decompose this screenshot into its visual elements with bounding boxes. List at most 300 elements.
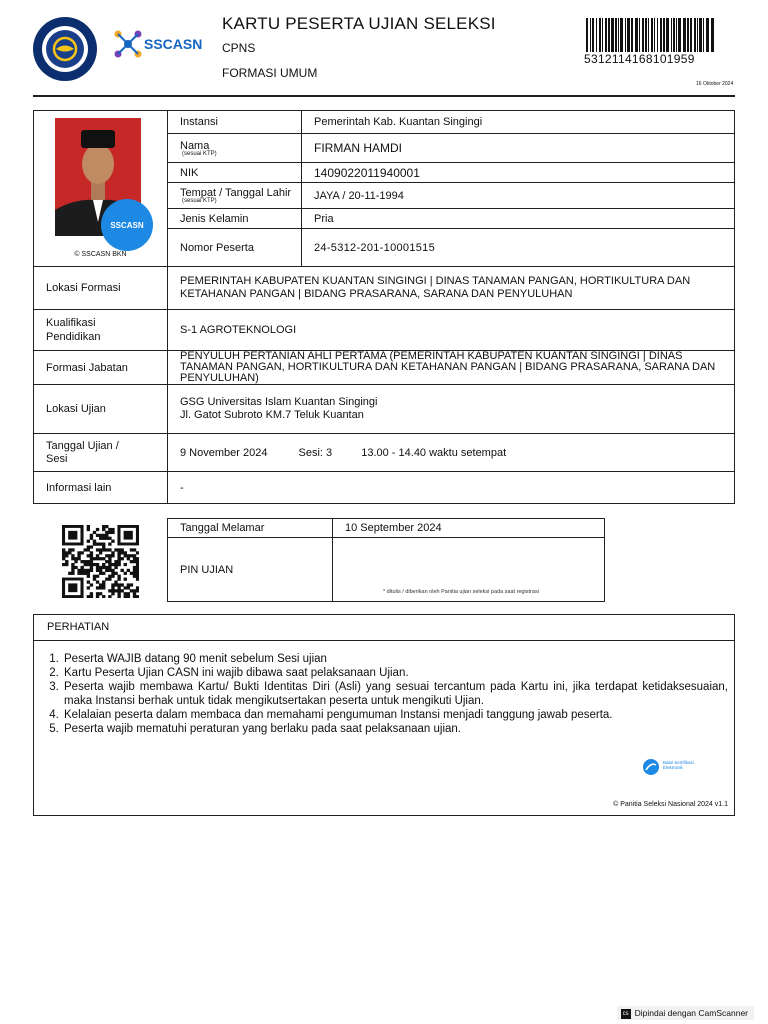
qr-module xyxy=(117,589,120,592)
value-instansi: Pemerintah Kab. Kuantan Singingi xyxy=(302,111,735,134)
qr-module xyxy=(96,566,99,569)
qr-module xyxy=(96,528,99,531)
perhatian-item: 5. Peserta wajib mematuhi peraturan yang berlaku pada saat pelaksanaan ujian. xyxy=(62,722,734,736)
qr-module xyxy=(68,531,77,540)
qr-module xyxy=(68,551,71,554)
qr-module xyxy=(121,551,124,554)
qr-module xyxy=(117,554,120,557)
barcode-bar xyxy=(699,18,702,52)
qr-module xyxy=(65,554,68,557)
label-formasi-jabatan: Formasi Jabatan xyxy=(34,351,168,385)
qr-module xyxy=(87,580,90,583)
barcode-bar xyxy=(648,18,649,52)
qr-module xyxy=(96,534,99,537)
qr-module xyxy=(133,575,136,578)
qr-module xyxy=(90,592,93,595)
qr-module xyxy=(90,534,93,537)
qr-module xyxy=(99,543,102,546)
qr-module xyxy=(102,528,105,531)
qr-module xyxy=(96,543,99,546)
pin-note: * ditulis / diberikan oleh Panitia ujian seleksi pada saat registrasi xyxy=(383,589,539,595)
card-subtitle-cpns: CPNS xyxy=(222,41,256,55)
qr-module xyxy=(68,583,77,592)
label-nomor-peserta: Nomor Peserta xyxy=(168,229,302,267)
label-nik: NIK xyxy=(168,163,302,183)
qr-module xyxy=(130,560,133,563)
sscasn-watermark-badge xyxy=(101,199,153,251)
barcode-bar xyxy=(605,18,607,52)
qr-module xyxy=(65,563,68,566)
qr-module xyxy=(114,583,117,586)
label-tanggal-ujian: Tanggal Ujian / Sesi xyxy=(34,434,168,472)
qr-module xyxy=(96,554,99,557)
qr-module xyxy=(105,578,108,581)
qr-module xyxy=(96,580,99,583)
barcode-bar xyxy=(645,18,647,52)
qr-module xyxy=(111,586,114,589)
qr-module xyxy=(105,531,108,534)
qr-module xyxy=(99,557,102,560)
barcode-bar xyxy=(627,18,630,52)
qr-module xyxy=(80,572,83,575)
photo-caption: © SSCASN BKN xyxy=(74,251,127,258)
qr-module xyxy=(111,554,114,557)
qr-module xyxy=(111,528,114,531)
qr-module xyxy=(87,569,90,572)
barcode-bar xyxy=(671,18,672,52)
barcode-bar xyxy=(620,18,623,52)
qr-module xyxy=(90,563,93,566)
qr-module xyxy=(133,557,136,560)
qr-module xyxy=(99,534,102,537)
barcode-bar xyxy=(663,18,665,52)
qr-module xyxy=(87,548,90,551)
qr-module xyxy=(62,548,65,551)
qr-module xyxy=(133,566,136,569)
barcode-bar xyxy=(599,18,601,52)
qr-module xyxy=(99,537,102,540)
barcode-bar xyxy=(660,18,662,52)
qr-module xyxy=(102,545,105,548)
value-nama: FIRMAN HAMDI xyxy=(302,134,735,163)
value-lokasi-ujian: GSG Universitas Islam Kuantan Singingi Jl. Gatot Subroto KM.7 Teluk Kuantan xyxy=(168,385,735,434)
qr-module xyxy=(68,572,71,575)
perhatian-title: PERHATIAN xyxy=(34,615,734,641)
qr-module xyxy=(93,540,96,543)
qr-module xyxy=(102,537,105,540)
barcode-bar xyxy=(608,18,610,52)
camscanner-footer xyxy=(617,1006,754,1020)
qr-module xyxy=(105,566,108,569)
value-kualifikasi: S-1 AGROTEKNOLOGI xyxy=(168,310,735,351)
qr-module xyxy=(136,557,139,560)
qr-module xyxy=(127,569,130,572)
qr-module xyxy=(93,557,96,560)
qr-module xyxy=(90,551,93,554)
barcode-bar xyxy=(596,18,597,52)
qr-module xyxy=(87,545,90,548)
qr-module xyxy=(87,554,90,557)
qr-module xyxy=(108,557,111,560)
barcode-bar xyxy=(673,18,675,52)
barcode-bar xyxy=(642,18,644,52)
qr-module xyxy=(90,569,93,572)
qr-module xyxy=(124,586,127,589)
label-lokasi-ujian: Lokasi Ujian xyxy=(34,385,168,434)
qr-module xyxy=(68,548,71,551)
qr-module xyxy=(124,592,127,595)
qr-module xyxy=(108,537,111,540)
barcode-bar xyxy=(654,18,655,52)
qr-module xyxy=(130,554,133,557)
qr-module xyxy=(65,560,68,563)
qr-module xyxy=(80,560,83,563)
qr-module xyxy=(108,528,111,531)
barcode-bar xyxy=(602,18,603,52)
qr-module xyxy=(133,569,136,572)
qr-module xyxy=(102,580,105,583)
qr-module xyxy=(105,537,108,540)
qr-module xyxy=(80,566,83,569)
qr-module xyxy=(99,572,102,575)
qr-module xyxy=(87,575,90,578)
label-jenis-kelamin: Jenis Kelamin xyxy=(168,209,302,229)
barcode-bar xyxy=(703,18,704,52)
value-lokasi-formasi: PEMERINTAH KABUPATEN KUANTAN SINGINGI | DINAS TANAMAN PANGAN, HORTIKULTURA DAN KETAHANAN PANGAN | BIDANG PRASARANA, SARANA DAN PENYULUHAN xyxy=(168,267,735,310)
qr-module xyxy=(102,525,105,528)
qr-module xyxy=(96,586,99,589)
qr-module xyxy=(127,557,130,560)
qr-module xyxy=(71,548,74,551)
qr-module xyxy=(114,566,117,569)
perhatian-item: 2. Kartu Peserta Ujian CASN ini wajib dibawa saat pelaksanaan Ujian. xyxy=(62,666,734,680)
barcode-bar xyxy=(676,18,677,52)
qr-module xyxy=(121,548,124,551)
qr-module xyxy=(136,560,139,563)
camscanner-text: Dipindai dengan CamScanner xyxy=(634,1008,748,1018)
qr-module xyxy=(108,563,111,566)
watermark-text: SSCASN xyxy=(110,220,144,230)
qr-module xyxy=(130,548,133,551)
qr-module xyxy=(71,563,74,566)
barcode-bar xyxy=(592,18,594,52)
qr-module xyxy=(87,595,90,598)
qr-module xyxy=(77,557,80,560)
qr-module xyxy=(65,551,68,554)
qr-module xyxy=(77,572,80,575)
qr-module xyxy=(124,578,127,581)
qr-module xyxy=(102,595,105,598)
qr-module xyxy=(96,569,99,572)
qr-module xyxy=(108,560,111,563)
value-tanggal-melamar: 10 September 2024 xyxy=(333,519,605,538)
label-tanggal-melamar: Tanggal Melamar xyxy=(168,519,333,538)
barcode-bar xyxy=(590,18,591,52)
bsre-logo xyxy=(642,758,702,778)
qr-module xyxy=(99,551,102,554)
qr-module xyxy=(136,569,139,572)
qr-module xyxy=(117,575,120,578)
qr-module xyxy=(136,595,139,598)
qr-module xyxy=(111,551,114,554)
qr-module xyxy=(114,560,117,563)
qr-module xyxy=(96,592,99,595)
value-informasi-lain: - xyxy=(168,472,735,504)
pin-table xyxy=(167,518,605,602)
qr-module xyxy=(84,548,87,551)
qr-module xyxy=(96,595,99,598)
qr-module xyxy=(102,586,105,589)
qr-module xyxy=(84,563,87,566)
qr-module xyxy=(114,572,117,575)
qr-module xyxy=(127,592,130,595)
qr-module xyxy=(80,569,83,572)
qr-module xyxy=(130,589,133,592)
qr-module xyxy=(102,548,105,551)
value-nik: 1409022011940001 xyxy=(302,163,735,183)
qr-module xyxy=(117,557,120,560)
qr-module xyxy=(84,569,87,572)
qr-module xyxy=(108,589,111,592)
qr-module xyxy=(124,572,127,575)
qr-module xyxy=(87,525,90,528)
qr-module xyxy=(114,548,117,551)
qr-module xyxy=(74,566,77,569)
barcode-bar xyxy=(611,18,614,52)
qr-module xyxy=(99,569,102,572)
participant-table xyxy=(33,110,735,504)
qr-module xyxy=(71,572,74,575)
qr-module xyxy=(130,572,133,575)
qr-module xyxy=(71,554,74,557)
barcode xyxy=(586,18,718,52)
barcode-bar xyxy=(666,18,669,52)
qr-module xyxy=(62,551,65,554)
qr-module xyxy=(111,563,114,566)
label-ttl: Tempat / Tanggal Lahir (sesuai KTP) xyxy=(168,183,302,209)
barcode-bar xyxy=(694,18,696,52)
qr-module xyxy=(74,560,77,563)
qr-module xyxy=(127,554,130,557)
label-kualifikasi: Kualifikasi Pendidikan xyxy=(34,310,168,351)
qr-module xyxy=(62,557,65,560)
qr-module xyxy=(90,583,93,586)
sscasn-logo-text: SSCASN xyxy=(144,36,203,52)
qr-module xyxy=(105,548,108,551)
qr-module xyxy=(105,525,108,528)
qr-module xyxy=(114,589,117,592)
barcode-bar xyxy=(618,18,619,52)
qr-module xyxy=(87,586,90,589)
qr-module xyxy=(136,551,139,554)
qr-module xyxy=(108,554,111,557)
value-ttl: JAYA / 20-11-1994 xyxy=(302,183,735,209)
barcode-bar xyxy=(706,18,709,52)
qr-module xyxy=(136,566,139,569)
qr-module xyxy=(133,554,136,557)
qr-module xyxy=(133,572,136,575)
perhatian-box xyxy=(33,614,735,816)
barcode-bar xyxy=(635,18,638,52)
qr-module xyxy=(117,586,120,589)
qr-module xyxy=(87,572,90,575)
qr-module xyxy=(133,592,136,595)
qr-module xyxy=(80,551,83,554)
qr-module xyxy=(90,537,93,540)
perhatian-item: 4. Kelalaian peserta dalam membaca dan memahami pengumuman Instansi menjadi tanggung jawab peserta. xyxy=(62,708,734,722)
qr-module xyxy=(96,548,99,551)
qr-module xyxy=(111,531,114,534)
qr-module xyxy=(117,583,120,586)
qr-module xyxy=(124,595,127,598)
card-title: KARTU PESERTA UJIAN SELEKSI xyxy=(222,14,496,33)
qr-module xyxy=(90,560,93,563)
qr-module xyxy=(93,575,96,578)
qr-module xyxy=(105,560,108,563)
waktu-ujian: 13.00 - 14.40 waktu setempat xyxy=(361,446,507,459)
pin-ujian-box xyxy=(333,538,605,602)
qr-module xyxy=(117,560,120,563)
qr-module xyxy=(117,578,120,581)
qr-code xyxy=(62,525,139,598)
qr-module xyxy=(90,554,93,557)
qr-module xyxy=(99,566,102,569)
qr-module xyxy=(99,586,102,589)
qr-module xyxy=(102,563,105,566)
qr-module xyxy=(74,557,77,560)
qr-module xyxy=(108,531,111,534)
qr-module xyxy=(133,548,136,551)
qr-module xyxy=(136,578,139,581)
qr-module xyxy=(108,566,111,569)
qr-module xyxy=(105,569,108,572)
qr-module xyxy=(87,560,90,563)
perhatian-item: 1. Peserta WAJIB datang 90 menit sebelum Sesi ujian xyxy=(62,652,734,666)
qr-module xyxy=(133,560,136,563)
qr-module xyxy=(93,563,96,566)
qr-module xyxy=(136,589,139,592)
qr-module xyxy=(99,583,102,586)
qr-module xyxy=(111,583,114,586)
qr-module xyxy=(121,583,124,586)
barcode-bar xyxy=(625,18,626,52)
barcode-bar xyxy=(678,18,681,52)
qr-module xyxy=(111,575,114,578)
qr-module xyxy=(102,534,105,537)
qr-module xyxy=(105,554,108,557)
qr-module xyxy=(117,592,120,595)
qr-module xyxy=(136,586,139,589)
copyright: © Panitia Seleksi Nasional 2024 v1.1 xyxy=(613,801,728,808)
qr-module xyxy=(108,578,111,581)
qr-module xyxy=(102,557,105,560)
qr-module xyxy=(105,534,108,537)
qr-module xyxy=(136,572,139,575)
qr-module xyxy=(111,540,114,543)
barcode-bar xyxy=(683,18,686,52)
qr-module xyxy=(108,543,111,546)
qr-module xyxy=(121,589,124,592)
label-instansi: Instansi xyxy=(168,111,302,134)
camscanner-icon: cs xyxy=(622,1011,629,1017)
barcode-number: 5312114168101959 xyxy=(584,52,695,66)
qr-module xyxy=(99,548,102,551)
qr-module xyxy=(90,557,93,560)
qr-module xyxy=(71,557,74,560)
qr-module xyxy=(90,595,93,598)
qr-module xyxy=(108,575,111,578)
qr-module xyxy=(102,566,105,569)
qr-module xyxy=(121,557,124,560)
qr-module xyxy=(133,595,136,598)
qr-module xyxy=(124,551,127,554)
perhatian-item: 3. Peserta wajib membawa Kartu/ Bukti Identitas Diri (Asli) yang sesuai tercantum pada Kartu ini, jika terdapat ketidaksesuaian, maka Instansi berhak untuk tidak mengikutsertakan peserta untuk mengikuti Ujian. xyxy=(62,680,734,708)
qr-module xyxy=(84,572,87,575)
qr-module xyxy=(111,572,114,575)
barcode-bar xyxy=(586,18,588,52)
label-pin-ujian: PIN UJIAN xyxy=(168,538,333,602)
qr-module xyxy=(117,563,120,566)
sesi-ujian: Sesi: 3 xyxy=(298,446,333,459)
qr-module xyxy=(127,583,130,586)
qr-module xyxy=(111,592,114,595)
barcode-bar xyxy=(690,18,692,52)
barcode-bar xyxy=(639,18,640,52)
qr-module xyxy=(108,569,111,572)
qr-module xyxy=(127,595,130,598)
qr-module xyxy=(102,543,105,546)
photo-cell xyxy=(34,111,168,267)
qr-module xyxy=(108,595,111,598)
qr-module xyxy=(117,595,120,598)
qr-module xyxy=(108,548,111,551)
qr-module xyxy=(71,566,74,569)
perhatian-list xyxy=(34,652,734,736)
qr-module xyxy=(96,557,99,560)
qr-module xyxy=(96,563,99,566)
qr-module xyxy=(114,580,117,583)
barcode-bar xyxy=(615,18,617,52)
qr-module xyxy=(121,569,124,572)
bkn-logo xyxy=(32,16,98,82)
qr-module xyxy=(96,575,99,578)
qr-module xyxy=(136,575,139,578)
barcode-bar xyxy=(657,18,658,52)
qr-module xyxy=(111,569,114,572)
qr-module xyxy=(87,528,90,531)
qr-module xyxy=(77,569,80,572)
value-jenis-kelamin: Pria xyxy=(302,209,735,229)
qr-module xyxy=(117,548,120,551)
qr-module xyxy=(90,566,93,569)
label-nama: Nama (sesuai KTP) xyxy=(168,134,302,163)
qr-module xyxy=(71,569,74,572)
qr-module xyxy=(102,572,105,575)
qr-module xyxy=(117,551,120,554)
qr-module xyxy=(62,554,65,557)
qr-module xyxy=(133,589,136,592)
tanggal-ujian: 9 November 2024 xyxy=(180,446,268,459)
qr-module xyxy=(99,592,102,595)
qr-module xyxy=(77,554,80,557)
barcode-bar xyxy=(631,18,633,52)
barcode-bar xyxy=(651,18,653,52)
barcode-bar xyxy=(687,18,689,52)
barcode-bar xyxy=(711,18,714,52)
qr-module xyxy=(77,551,80,554)
header-divider xyxy=(33,95,735,97)
sscasn-logo xyxy=(112,28,212,62)
